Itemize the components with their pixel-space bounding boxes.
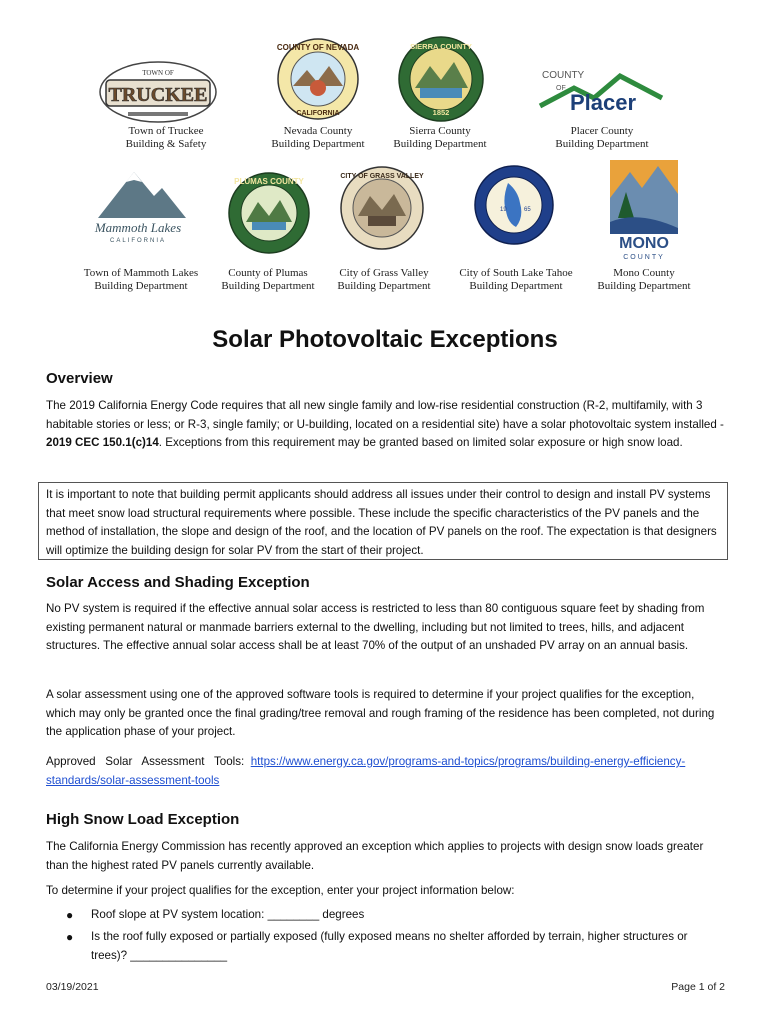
svg-text:CALIFORNIA: CALIFORNIA bbox=[296, 110, 340, 117]
snow-load-paragraph-2: To determine if your project qualifies for the exception, enter your project information below: bbox=[46, 884, 515, 897]
svg-text:PLUMAS COUNTY: PLUMAS COUNTY bbox=[234, 177, 304, 186]
logo-caption-grass-valley: City of Grass Valley Building Department bbox=[337, 267, 431, 292]
svg-text:CITY OF GRASS VALLEY: CITY OF GRASS VALLEY bbox=[340, 173, 424, 180]
snow-load-heading: High Snow Load Exception bbox=[46, 811, 240, 828]
logo-caption-plumas: County of Plumas Building Department bbox=[221, 267, 315, 292]
note-box-text: It is important to note that building permit applicants should address all issues under their control to design and install PV systems that meet snow load structural requirements where possible. These include the specific characteristics of the PV panels and the method of installation, the slope and design of the roof, and the location of PV panels on the roof. The expectation is that designers will optimize the building design for solar PV from the start of their project. bbox=[46, 488, 717, 557]
bullet-icon: ● bbox=[66, 908, 74, 922]
solar-access-paragraph-1: No PV system is required if the effective annual solar access is restricted to less than 80 contiguous square feet by shading from existing permanent natural or manmade barriers external to the dwelling, including but not limited to trees, hills, and adjacent structures. The effective annual solar access shall be at least 70% of the output of an unshaded PV array on an annual basis. bbox=[46, 602, 705, 653]
svg-text:SIERRA COUNTY: SIERRA COUNTY bbox=[410, 42, 472, 51]
solar-access-heading: Solar Access and Shading Exception bbox=[46, 574, 310, 591]
svg-text:Mammoth Lakes: Mammoth Lakes bbox=[94, 220, 182, 235]
code-reference: 2019 CEC 150.1(c)14 bbox=[46, 436, 159, 450]
placer-county-logo bbox=[536, 66, 666, 116]
svg-text:19: 19 bbox=[500, 207, 507, 213]
logo-caption-nevada: Nevada County Building Department bbox=[271, 125, 365, 150]
logo-caption-mammoth: Town of Mammoth Lakes Building Department bbox=[83, 267, 199, 292]
mono-county-logo bbox=[608, 158, 680, 262]
solar-access-paragraph-2: A solar assessment using one of the approved software tools is required to determine if your project qualifies for the exception, which may only be granted once the final grading/tree removal and rough framing of the residence has been completed, not during the application phase of your project. bbox=[46, 688, 715, 739]
solar-assessment-tools-link[interactable]: https://www.energy.ca.gov/programs-and-topics/programs/building-energy-efficiency-standards/solar-assessment-tools bbox=[46, 755, 686, 787]
sierra-county-seal bbox=[398, 36, 484, 122]
bullet-icon: ● bbox=[66, 930, 74, 944]
page-title: Solar Photovoltaic Exceptions bbox=[212, 326, 558, 353]
logo-caption-mono: Mono County Building Department bbox=[597, 267, 691, 292]
logo-caption-truckee: Town of Truckee Building & Safety bbox=[125, 125, 207, 150]
truckee-logo bbox=[98, 58, 218, 124]
svg-text:COUNTY OF NEVADA: COUNTY OF NEVADA bbox=[277, 43, 359, 52]
svg-text:65: 65 bbox=[524, 207, 531, 213]
note-box bbox=[38, 482, 728, 560]
svg-text:Placer: Placer bbox=[570, 90, 637, 115]
svg-text:TOWN OF: TOWN OF bbox=[142, 69, 174, 77]
logo-caption-south-lake-tahoe: City of South Lake Tahoe Building Department bbox=[459, 267, 573, 292]
mammoth-lakes-logo bbox=[76, 166, 200, 246]
svg-text:TRUCKEE: TRUCKEE bbox=[108, 84, 208, 106]
svg-text:COUNTY: COUNTY bbox=[542, 70, 585, 81]
nevada-county-seal bbox=[277, 38, 359, 120]
footer-page-number: Page 1 of 2 bbox=[671, 981, 725, 993]
south-lake-tahoe-seal bbox=[474, 165, 554, 245]
roof-exposure-field[interactable]: Is the roof fully exposed or partially exposed (fully exposed means no shelter afforded by terrain, higher structures or trees)? _______________ bbox=[91, 930, 688, 962]
overview-paragraph: The 2019 California Energy Code requires that all new single family and low-rise residential construction (R-2, multifamily, with 3 habitable stories or less; or R-3, single family; or U-building, located on a residential site) have a solar photovoltaic system installed - 2019 CEC 150.1(c)14. Exceptions from this requirement may be granted based on limited solar exposure or high snow load. bbox=[46, 399, 724, 450]
footer-date: 03/19/2021 bbox=[46, 981, 99, 993]
svg-text:MONO: MONO bbox=[619, 235, 669, 252]
svg-text:1852: 1852 bbox=[432, 108, 450, 117]
svg-text:COUNTY: COUNTY bbox=[623, 254, 665, 261]
solar-tools-paragraph bbox=[46, 753, 726, 790]
roof-slope-field[interactable]: Roof slope at PV system location: ________ degrees bbox=[91, 908, 365, 921]
svg-text:CALIFORNIA: CALIFORNIA bbox=[109, 238, 167, 244]
svg-text:OF: OF bbox=[556, 85, 566, 92]
logo-caption-placer: Placer County Building Department bbox=[555, 125, 649, 150]
grass-valley-seal bbox=[340, 166, 424, 250]
snow-load-paragraph-1: The California Energy Commission has recently approved an exception which applies to projects with design snow loads greater than the highest rated PV panels currently available. bbox=[46, 840, 704, 872]
overview-heading: Overview bbox=[46, 370, 113, 387]
plumas-county-seal bbox=[228, 172, 310, 254]
logo-caption-sierra: Sierra County Building Department bbox=[393, 125, 487, 150]
solar-tools-label: Approved Solar Assessment Tools: bbox=[46, 755, 251, 768]
